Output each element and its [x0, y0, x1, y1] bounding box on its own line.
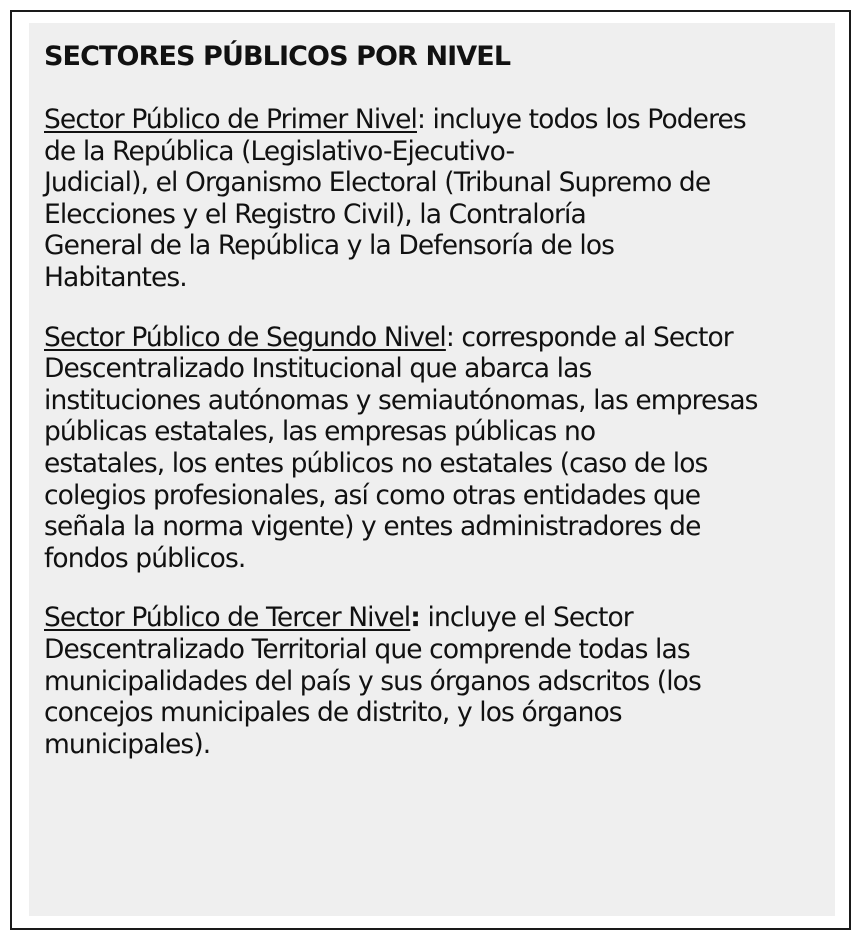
term-separator: : [416, 104, 426, 135]
text-panel [29, 23, 835, 916]
document-frame [10, 10, 851, 930]
section-line: públicas estatales, las empresas públicas no [44, 416, 596, 448]
section-text: corresponde al Sector [453, 321, 733, 353]
term-separator: : [410, 602, 420, 634]
section-term: Sector Público de Segundo Nivel [44, 321, 446, 353]
content [44, 37, 834, 788]
section-segundo-nivel [44, 322, 834, 575]
section-term: Sector Público de Primer Nivel [44, 104, 417, 135]
section-text: incluye todos los Poderes [425, 104, 746, 135]
section-line: instituciones autónomas y semiautónomas, las empresas [44, 384, 758, 416]
section-line: General de la República y la Defensoría de los [44, 230, 615, 262]
section-line: Descentralizado Territorial que comprende todas las [44, 633, 690, 665]
section-line: Habitantes. [44, 261, 187, 293]
section-line: de la República (Legislativo-Ejecutivo- [44, 135, 515, 167]
section-first-line [44, 602, 834, 634]
section-text: incluye el Sector [419, 602, 633, 634]
section-line: Elecciones y el Registro Civil), la Contraloría [44, 198, 586, 230]
section-line: concejos municipales de distrito, y los órganos [44, 697, 622, 729]
section-first-line [44, 104, 834, 136]
section-line: estatales, los entes públicos no estatales (caso de los [44, 447, 708, 479]
section-line: municipalidades del país y sus órganos adscritos (los [44, 665, 701, 697]
section-term: Sector Público de Tercer Nivel [44, 602, 411, 634]
section-line: Descentralizado Institucional que abarca las [44, 353, 592, 385]
document-title: SECTORES PÚBLICOS POR NIVEL [44, 41, 511, 72]
section-line: colegios profesionales, así como otras entidades que [44, 479, 701, 511]
section-line: fondos públicos. [44, 542, 246, 574]
section-tercer-nivel [44, 602, 834, 760]
section-line: municipales). [44, 728, 211, 760]
section-primer-nivel [44, 104, 834, 294]
section-line: señala la norma vigente) y entes administradores de [44, 511, 701, 543]
term-separator: : [445, 321, 454, 353]
section-line: Judicial), el Organismo Electoral (Tribunal Supremo de [44, 167, 711, 199]
section-first-line [44, 322, 834, 354]
